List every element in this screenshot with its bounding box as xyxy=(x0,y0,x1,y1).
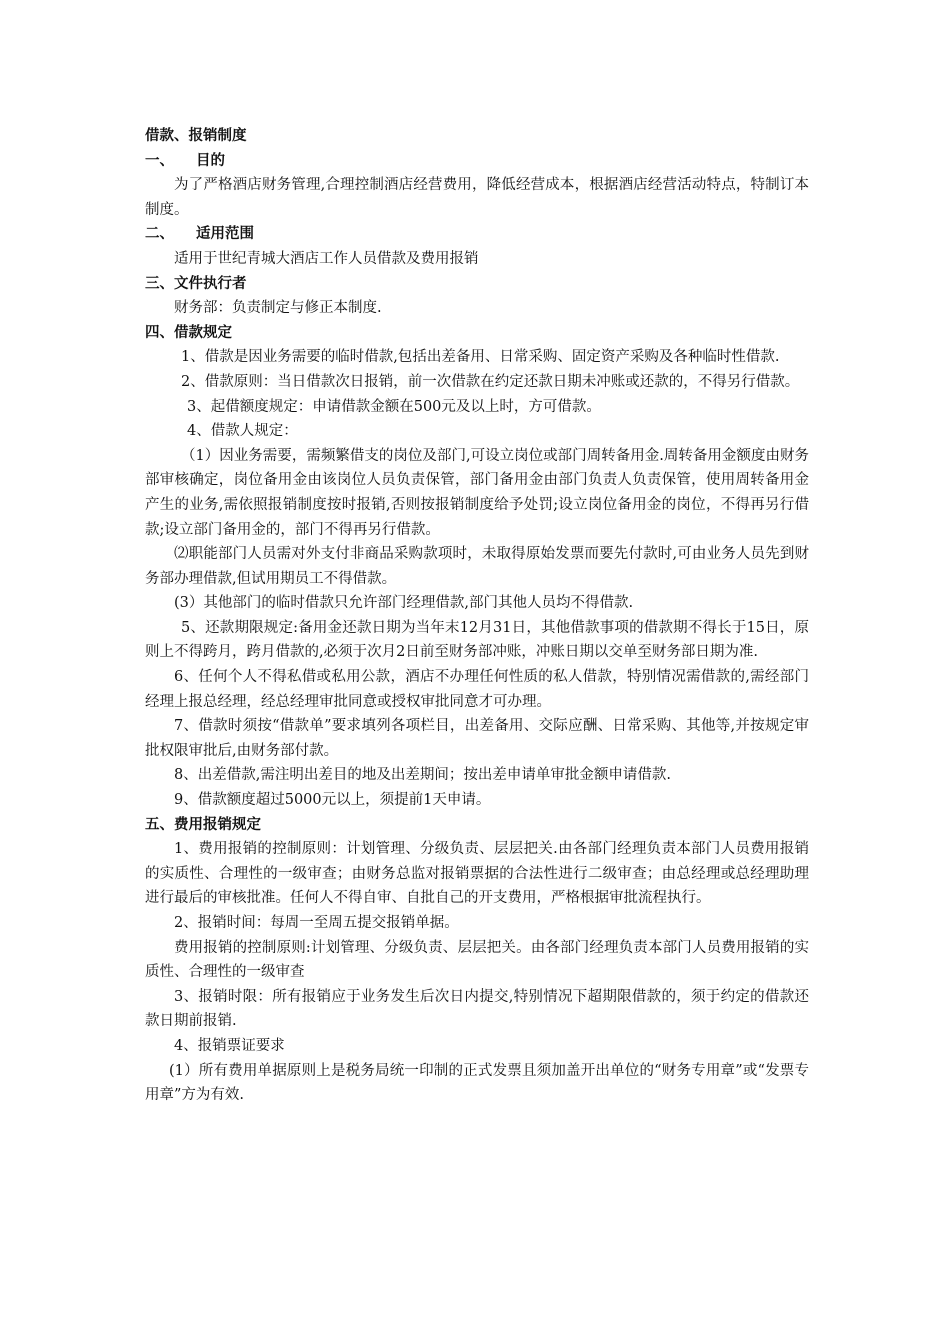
section-title: 费用报销规定 xyxy=(174,816,261,833)
paragraph: 4、报销票证要求 xyxy=(174,1037,285,1054)
section-number: 三、 xyxy=(145,275,174,292)
section-number: 一、 xyxy=(145,152,174,169)
paragraph: 适用于世纪青城大酒店工作人员借款及费用报销 xyxy=(174,250,479,267)
section-heading-3 xyxy=(145,272,809,297)
paragraph: 5、还款期限规定:备用金还款日期为当年末12月31日，其他借款事项的借款期不得长于15日，原则上不得跨月，跨月借款的,必须于次月2日前至财务部冲账，冲账日期以交单至财务部日期为准. xyxy=(145,619,809,661)
paragraph: (3）其他部门的临时借款只允许部门经理借款,部门其他人员均不得借款. xyxy=(174,595,634,612)
paragraph: 9、借款额度超过5000元以上，须提前1天申请。 xyxy=(174,792,491,809)
paragraph: 1、借款是因业务需要的临时借款,包括出差备用、日常采购、固定资产采购及各种临时性借款. xyxy=(181,349,780,366)
paragraph: ⑵职能部门人员需对外支付非商品采购款项时，未取得原始发票而要先付款时,可由业务人员先到财务部办理借款,但试用期员工不得借款。 xyxy=(145,546,809,587)
section-heading-2 xyxy=(145,222,809,247)
paragraph: 6、任何个人不得私借或私用公款，酒店不办理任何性质的私人借款，特别情况需借款的,需经部门经理上报总经理，经总经理审批同意或授权审批同意才可办理。 xyxy=(145,669,809,710)
paragraph: 3、起借额度规定：申请借款金额在500元及以上时，方可借款。 xyxy=(187,398,601,415)
section-heading-5 xyxy=(145,813,809,838)
paragraph: 2、报销时间：每周一至周五提交报销单据。 xyxy=(174,915,459,931)
section-number: 四、 xyxy=(145,324,174,341)
paragraph: 8、出差借款,需注明出差目的地及出差期间；按出差申请单审批金额申请借款. xyxy=(174,767,671,784)
section-number: 五、 xyxy=(145,816,174,833)
paragraph: 为了严格酒店财务管理,合理控制酒店经营费用，降低经营成本，根据酒店经营活动特点，特制订本制度。 xyxy=(145,177,809,218)
paragraph: 2、借款原则：当日借款次日报销，前一次借款在约定还款日期未冲账或还款的，不得另行借款。 xyxy=(181,373,800,390)
paragraph: 3、报销时限：所有报销应于业务发生后次日内提交,特别情况下超期限借款的，须于约定的借款还款日期前报销. xyxy=(145,988,809,1030)
paragraph: 7、借款时须按“借款单”要求填列各项栏目，出差备用、交际应酬、日常采购、其他等,并按规定审批权限审批后,由财务部付款。 xyxy=(145,718,809,759)
paragraph: (1）所有费用单据原则上是税务局统一印制的正式发票且须加盖开出单位的“财务专用章”或“发票专用章”方为有效. xyxy=(145,1062,809,1104)
paragraph: （1）因业务需要，需频繁借支的岗位及部门,可设立岗位或部门周转备用金.周转备用金额度由财务部审核确定，岗位备用金由该岗位人员负责保管，部门备用金由部门负责人负责保管，使用周转备用金产生的业务,需依照报销制度按时报销,否则按报销制度给予处罚;设立岗位备用金的岗位，不得再另行借款;设立部门备用金的，部门不得再另行借款。 xyxy=(145,447,809,538)
section-number: 二、 xyxy=(145,226,174,243)
section-title: 适用范围 xyxy=(196,226,254,243)
paragraph: 4、借款人规定： xyxy=(187,423,298,440)
paragraph: 财务部：负责制定与修正本制度. xyxy=(174,300,382,317)
section-title: 目的 xyxy=(196,152,225,169)
section-title: 借款规定 xyxy=(174,324,232,341)
document-page xyxy=(145,124,809,1108)
section-title: 文件执行者 xyxy=(174,275,247,292)
section-heading-1 xyxy=(145,149,809,174)
section-heading-4 xyxy=(145,321,809,346)
paragraph: 1、费用报销的控制原则：计划管理、分级负责、层层把关.由各部门经理负责本部门人员费用报销的实质性、合理性的一级审查；由财务总监对报销票据的合法性进行二级审查；由总经理或总经理助理进行最后的审核批准。任何人不得自审、自批自己的开支费用，严格根据审批流程执行。 xyxy=(145,841,809,907)
paragraph: 费用报销的控制原则:计划管理、分级负责、层层把关。由各部门经理负责本部门人员费用报销的实质性、合理性的一级审查 xyxy=(145,939,809,981)
document-title: 借款、报销制度 xyxy=(145,128,247,144)
